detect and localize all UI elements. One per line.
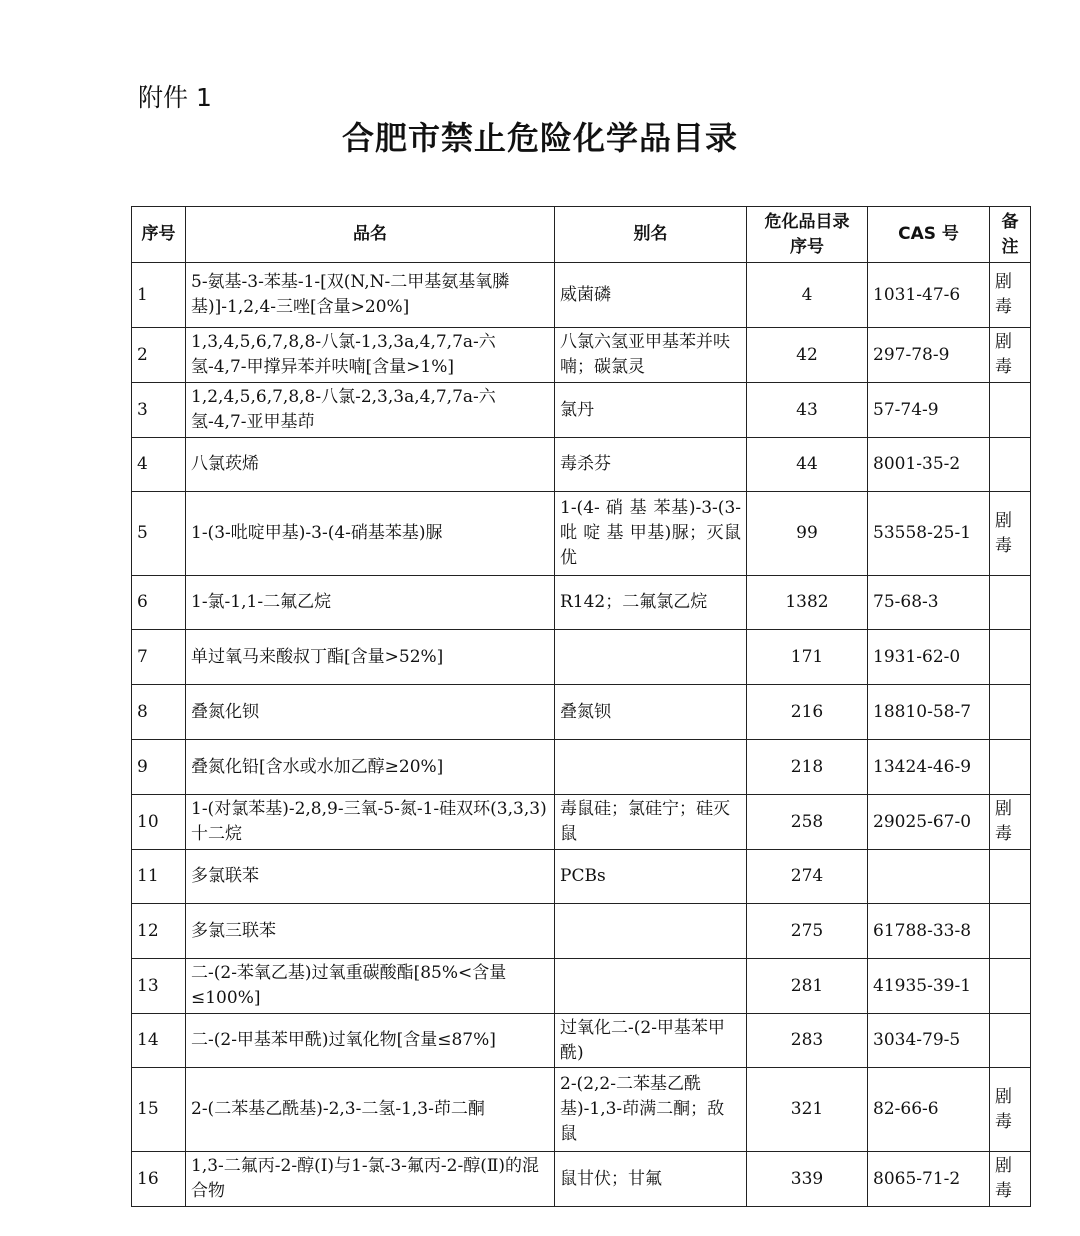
table-row	[132, 492, 1031, 576]
cell-cas: 3034-79-5	[868, 1014, 990, 1068]
cell-no: 10	[132, 795, 186, 850]
cell-name: 1-(对氯苯基)-2,8,9-三氧-5-氮-1-硅双环(3,3,3)十二烷	[186, 795, 555, 850]
cell-name: 单过氧马来酸叔丁酯[含量>52%]	[186, 630, 555, 685]
table-row	[132, 795, 1031, 850]
cell-no: 5	[132, 492, 186, 576]
cell-catalog-no: 258	[747, 795, 868, 850]
table-row	[132, 1068, 1031, 1152]
cell-cas: 57-74-9	[868, 383, 990, 438]
cell-no: 9	[132, 740, 186, 795]
cell-cas: 8065-71-2	[868, 1152, 990, 1207]
cell-alias	[555, 959, 747, 1014]
cell-remark: 剧毒	[990, 1068, 1031, 1152]
table-row	[132, 630, 1031, 685]
cell-name: 二-(2-苯氧乙基)过氧重碳酸酯[85%<含量≤100%]	[186, 959, 555, 1014]
cell-alias: PCBs	[555, 850, 747, 904]
cell-alias: 氯丹	[555, 383, 747, 438]
cell-name: 八氯莰烯	[186, 438, 555, 492]
table-row	[132, 1152, 1031, 1207]
table-header-row	[132, 207, 1031, 263]
cell-remark: 剧毒	[990, 263, 1031, 328]
cell-catalog-no: 218	[747, 740, 868, 795]
cell-name: 多氯三联苯	[186, 904, 555, 959]
header-remark	[990, 207, 1031, 263]
cell-catalog-no: 339	[747, 1152, 868, 1207]
cell-remark	[990, 576, 1031, 630]
table-row	[132, 685, 1031, 740]
cell-no: 12	[132, 904, 186, 959]
cell-name: 叠氮化钡	[186, 685, 555, 740]
header-catalog-no	[747, 207, 868, 263]
cell-alias	[555, 904, 747, 959]
document-title: 合肥市禁止危险化学品目录	[341, 119, 738, 157]
cell-alias	[555, 740, 747, 795]
cell-no: 16	[132, 1152, 186, 1207]
cell-alias: 鼠甘伏；甘氟	[555, 1152, 747, 1207]
table-row	[132, 740, 1031, 795]
cell-no: 8	[132, 685, 186, 740]
cell-remark	[990, 630, 1031, 685]
cell-remark: 剧毒	[990, 1152, 1031, 1207]
table-row	[132, 959, 1031, 1014]
cell-name: 5-氨基-3-苯基-1-[双(N,N-二甲基氨基氧膦基)]-1,2,4-三唑[含量>20%]	[186, 263, 555, 328]
cell-cas: 8001-35-2	[868, 438, 990, 492]
cell-cas: 1931-62-0	[868, 630, 990, 685]
cell-name: 1,3-二氟丙-2-醇(Ⅰ)与1-氯-3-氟丙-2-醇(Ⅱ)的混合物	[186, 1152, 555, 1207]
cell-cas: 1031-47-6	[868, 263, 990, 328]
cell-remark	[990, 740, 1031, 795]
cell-alias: 毒鼠硅；氯硅宁；硅灭鼠	[555, 795, 747, 850]
cell-catalog-no: 321	[747, 1068, 868, 1152]
cell-remark	[990, 383, 1031, 438]
cell-alias: 八氯六氢亚甲基苯并呋喃；碳氯灵	[555, 328, 747, 383]
cell-no: 15	[132, 1068, 186, 1152]
header-no: 序号	[132, 207, 186, 263]
table-row	[132, 328, 1031, 383]
cell-catalog-no: 43	[747, 383, 868, 438]
table-row	[132, 576, 1031, 630]
cell-catalog-no: 216	[747, 685, 868, 740]
cell-no: 11	[132, 850, 186, 904]
cell-remark	[990, 685, 1031, 740]
cell-catalog-no: 4	[747, 263, 868, 328]
table-row	[132, 1014, 1031, 1068]
cell-remark: 剧毒	[990, 492, 1031, 576]
cell-remark	[990, 438, 1031, 492]
header-name: 品名	[186, 207, 555, 263]
header-alias: 别名	[555, 207, 747, 263]
cell-name: 二-(2-甲基苯甲酰)过氧化物[含量≤87%]	[186, 1014, 555, 1068]
cell-no: 3	[132, 383, 186, 438]
cell-cas: 29025-67-0	[868, 795, 990, 850]
header-cas: CAS 号	[868, 207, 990, 263]
cell-catalog-no: 275	[747, 904, 868, 959]
table-row	[132, 904, 1031, 959]
cell-cas: 61788-33-8	[868, 904, 990, 959]
table-row	[132, 438, 1031, 492]
cell-cas: 41935-39-1	[868, 959, 990, 1014]
cell-alias: 2-(2,2-二苯基乙酰基)-1,3-茚满二酮；敌鼠	[555, 1068, 747, 1152]
cell-cas: 13424-46-9	[868, 740, 990, 795]
chemicals-table	[131, 206, 1031, 1207]
cell-name: 1,2,4,5,6,7,8,8-八氯-2,3,3a,4,7,7a-六氢-4,7-亚甲基茚	[186, 383, 555, 438]
header-catalog-no-line1: 危化品目录	[764, 211, 850, 232]
cell-name: 多氯联苯	[186, 850, 555, 904]
cell-no: 1	[132, 263, 186, 328]
cell-name: 2-(二苯基乙酰基)-2,3-二氢-1,3-茚二酮	[186, 1068, 555, 1152]
cell-alias: 毒杀芬	[555, 438, 747, 492]
table-row	[132, 850, 1031, 904]
cell-cas: 82-66-6	[868, 1068, 990, 1152]
cell-no: 6	[132, 576, 186, 630]
cell-alias: 叠氮钡	[555, 685, 747, 740]
attachment-label: 附件 1	[138, 83, 212, 112]
cell-remark: 剧毒	[990, 795, 1031, 850]
cell-catalog-no: 1382	[747, 576, 868, 630]
cell-cas: 18810-58-7	[868, 685, 990, 740]
cell-no: 14	[132, 1014, 186, 1068]
cell-remark	[990, 904, 1031, 959]
cell-catalog-no: 281	[747, 959, 868, 1014]
cell-alias: 1-(4- 硝 基 苯基)-3-(3-吡 啶 基 甲基)脲；灭鼠优	[555, 492, 747, 576]
cell-cas: 297-78-9	[868, 328, 990, 383]
cell-catalog-no: 99	[747, 492, 868, 576]
cell-no: 13	[132, 959, 186, 1014]
header-remark-line2: 注	[1001, 236, 1019, 257]
cell-name: 叠氮化铅[含水或水加乙醇≥20%]	[186, 740, 555, 795]
table-row	[132, 263, 1031, 328]
header-remark-line1: 备	[1001, 211, 1019, 232]
cell-no: 4	[132, 438, 186, 492]
cell-remark: 剧毒	[990, 328, 1031, 383]
cell-name: 1-氯-1,1-二氟乙烷	[186, 576, 555, 630]
cell-remark	[990, 850, 1031, 904]
cell-cas: 53558-25-1	[868, 492, 990, 576]
cell-catalog-no: 171	[747, 630, 868, 685]
header-catalog-no-line2: 序号	[790, 236, 824, 257]
cell-catalog-no: 42	[747, 328, 868, 383]
cell-name: 1,3,4,5,6,7,8,8-八氯-1,3,3a,4,7,7a-六氢-4,7-甲撑异苯并呋喃[含量>1%]	[186, 328, 555, 383]
cell-cas	[868, 850, 990, 904]
cell-alias: 威菌磷	[555, 263, 747, 328]
cell-no: 2	[132, 328, 186, 383]
cell-remark	[990, 959, 1031, 1014]
cell-alias: R142；二氟氯乙烷	[555, 576, 747, 630]
cell-catalog-no: 283	[747, 1014, 868, 1068]
cell-catalog-no: 274	[747, 850, 868, 904]
cell-cas: 75-68-3	[868, 576, 990, 630]
cell-catalog-no: 44	[747, 438, 868, 492]
cell-no: 7	[132, 630, 186, 685]
cell-alias: 过氧化二-(2-甲基苯甲酰)	[555, 1014, 747, 1068]
cell-remark	[990, 1014, 1031, 1068]
table-row	[132, 383, 1031, 438]
cell-name: 1-(3-吡啶甲基)-3-(4-硝基苯基)脲	[186, 492, 555, 576]
cell-alias	[555, 630, 747, 685]
